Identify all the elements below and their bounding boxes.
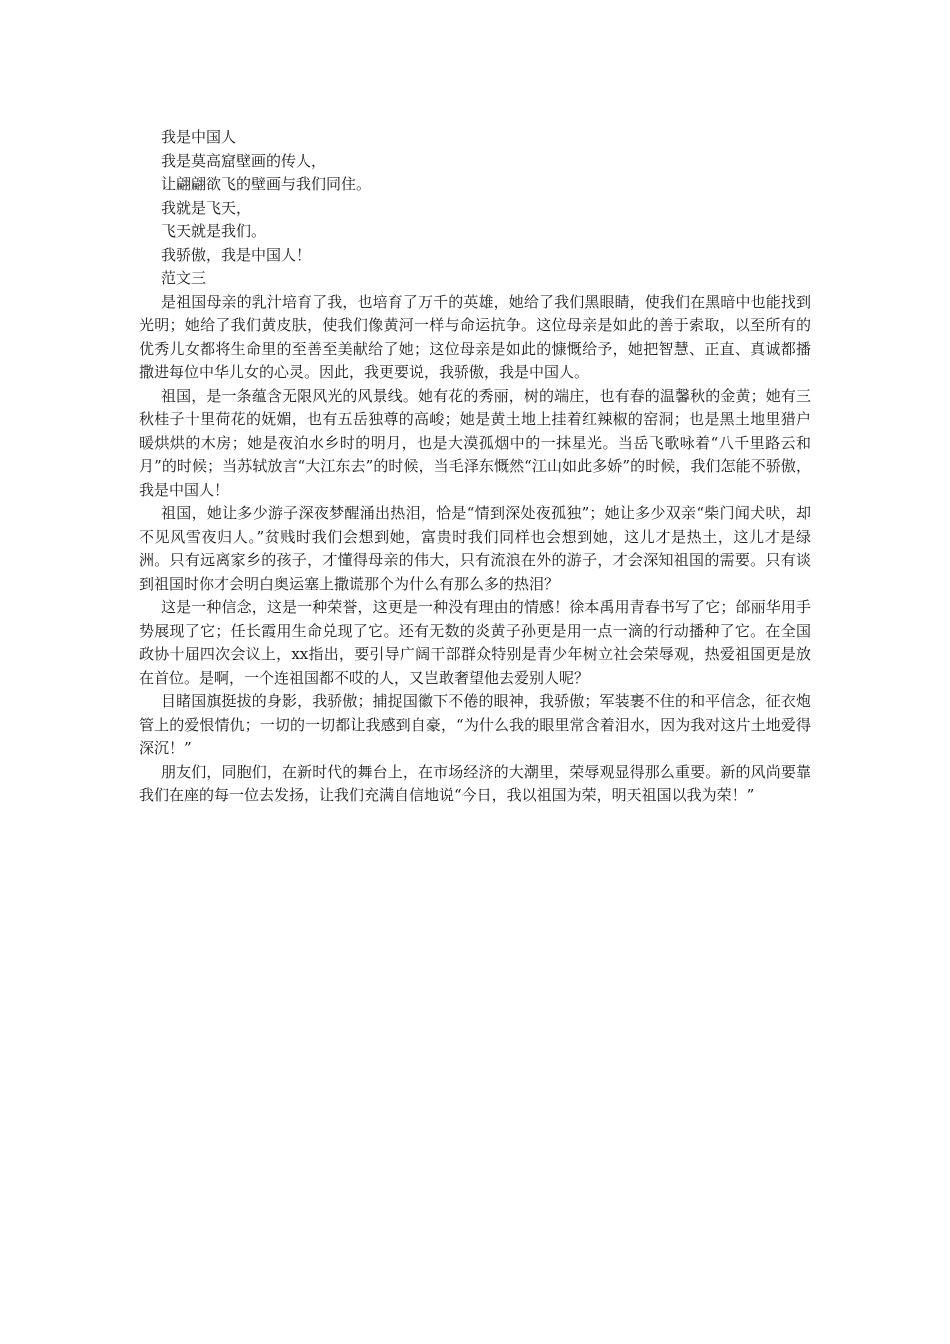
body-paragraph: 目睹国旗挺拔的身影，我骄傲；捕捉国徽下不倦的眼神，我骄傲；军装裹不住的和平信念，征衣炮管上的爱恨情仇；一切的一切都让我感到自豪，“为什么我的眼里常含着泪水，因为我对这片土地爱得深沉！”	[139, 692, 811, 757]
poem-line: 我就是飞天，	[161, 198, 252, 217]
section-heading: 范文三	[161, 269, 207, 287]
poem-line: 我是中国人	[161, 128, 237, 146]
poem-line: 飞天就是我们。	[161, 222, 267, 240]
body-paragraph: 祖国，是一条蕴含无限风光的风景线。她有花的秀丽，树的端庄，也有春的温馨秋的金黄；她有三秋桂子十里荷花的妩媚，也有五岳独尊的高峻；她是黄土地上挂着红辣椒的窑洞；也是黑土地里猎户暖烘烘的木房；她是夜泊水乡时的明月，也是大漠孤烟中的一抹星光。当岳飞歌咏着“八千里路云和月”的时候；当苏轼放言“大江东去”的时候，当毛泽东慨然“江山如此多娇”的时候，我们怎能不骄傲，我是中国人！	[139, 386, 811, 499]
poem-line: 我骄傲，我是中国人！	[161, 245, 312, 264]
body-paragraph: 是祖国母亲的乳汁培育了我，也培育了万千的英雄，她给了我们黑眼睛，使我们在黑暗中也能找到光明；她给了我们黄皮肤，使我们像黄河一样与命运抗争。这位母亲是如此的善于索取，以至所有的优秀儿女都将生命里的至善至美献给了她；这位母亲是如此的慷慨给予，她把智慧、正直、真诚都播撒进每位中华儿女的心灵。因此，我更要说，我骄傲，我是中国人。	[139, 292, 811, 381]
poem-line: 我是莫高窟壁画的传人，	[161, 151, 327, 170]
body-paragraph: 祖国，她让多少游子深夜梦醒涌出热泪，恰是“情到深处夜孤独”；她让多少双亲“柴门闻犬吠，却不见风雪夜归人。”贫贱时我们会想到她，富贵时我们同样也会想到她，这儿才是热土，这儿才是绿洲。只有远离家乡的孩子，才懂得母亲的伟大，只有流浪在外的游子，才会深知祖国的需要。只有谈到祖国时你才会明白奥运塞上撒谎那个为什么有那么多的热泪？	[139, 504, 811, 593]
body-paragraph: 这是一种信念，这是一种荣誉，这更是一种没有理由的情感！徐本禹用青春书写了它；邰丽华用手势展现了它；任长霞用生命兑现了它。还有无数的炎黄子孙更是用一点一滴的行动播种了它。在全国政协十届四次会议上，xx指出，要引导广阔干部群众特别是青少年树立社会荣辱观，热爱祖国更是放在首位。是啊，一个连祖国都不哎的人，又岂敢奢望他去爱别人呢？	[139, 598, 811, 687]
body-paragraph: 朋友们，同胞们，在新时代的舞台上，在市场经济的大潮里，荣辱观显得那么重要。新的风尚要靠我们在座的每一位去发扬，让我们充满自信地说“今日，我以祖国为荣，明天祖国以我为荣！”	[139, 762, 811, 804]
poem-line: 让翩翩欲飞的壁画与我们同住。	[161, 175, 372, 193]
document-page	[139, 126, 811, 808]
